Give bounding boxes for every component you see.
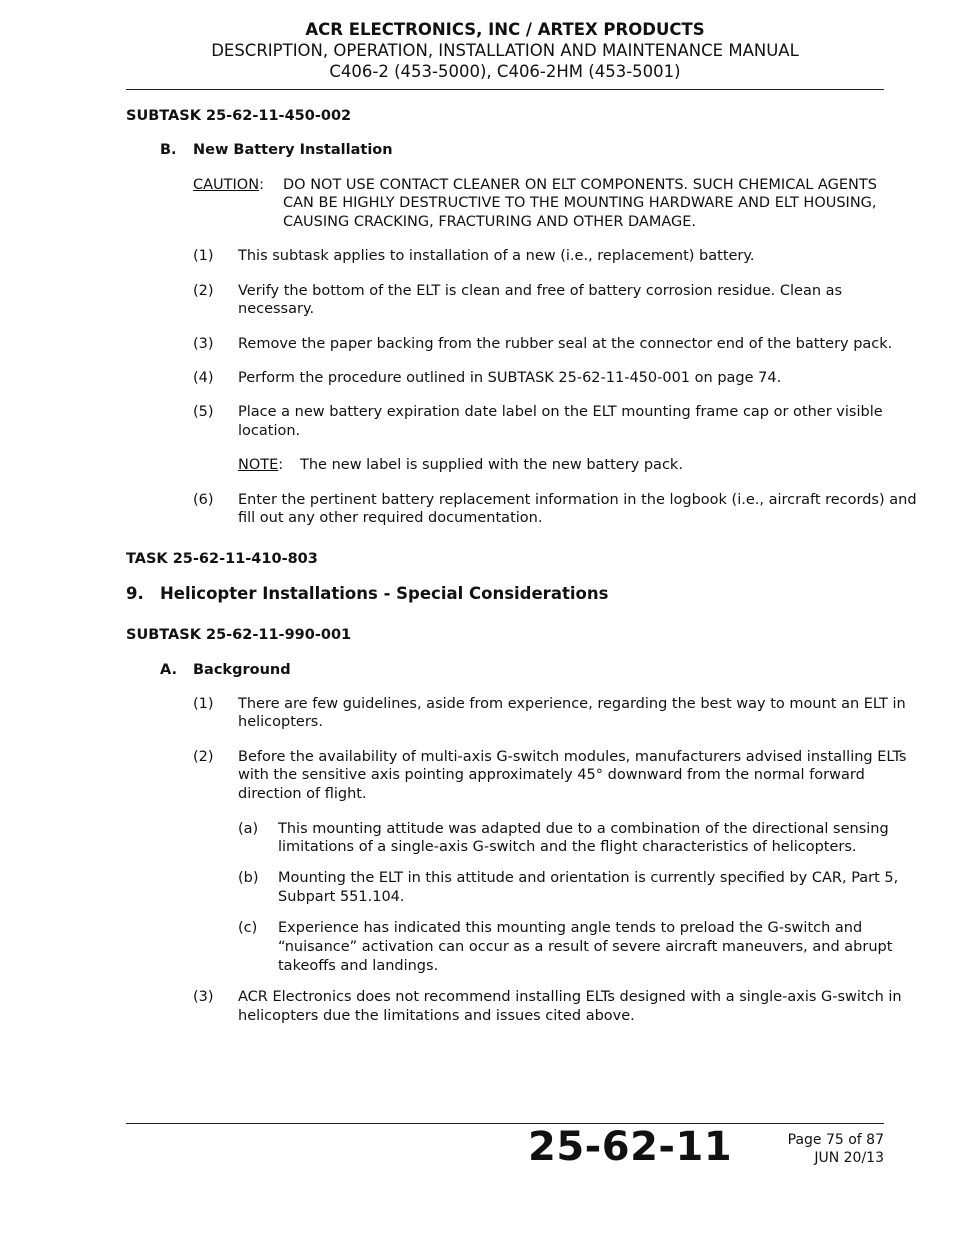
substep-text: This mounting attitude was adapted due to a combination of the directional sensing xyxy=(278,821,889,837)
note-colon: : xyxy=(278,457,284,473)
step-text: This subtask applies to installation of a new (i.e., replacement) battery. xyxy=(238,248,755,264)
step-text: fill out any other required documentation. xyxy=(238,510,543,526)
section-number: 9. xyxy=(126,584,144,603)
step-text: helicopters. xyxy=(238,714,323,730)
step-number: (4) xyxy=(193,370,214,386)
step-text: There are few guidelines, aside from experience, regarding the best way to mount an ELT in xyxy=(238,696,906,712)
substep-text: Mounting the ELT in this attitude and orientation is currently specified by CAR, Part 5, xyxy=(278,870,899,886)
step-number: (1) xyxy=(193,696,214,712)
step-text: ACR Electronics does not recommend installing ELTs designed with a single-axis G-switch in xyxy=(238,989,902,1005)
subtask-heading: SUBTASK 25-62-11-450-002 xyxy=(126,108,352,124)
step-number: (3) xyxy=(193,989,214,1005)
caution-label: CAUTION xyxy=(193,177,260,193)
substep-letter: (a) xyxy=(238,821,259,837)
step-number: (6) xyxy=(193,492,214,508)
footer-divider xyxy=(126,1123,884,1124)
step-number: (1) xyxy=(193,248,214,264)
substep-text: Experience has indicated this mounting angle tends to preload the G-switch and xyxy=(278,920,863,936)
section-heading: Helicopter Installations - Special Considerations xyxy=(160,584,609,603)
substep-text: “nuisance” activation can occur as a result of severe aircraft maneuvers, and abrupt xyxy=(278,939,893,955)
step-text: Enter the pertinent battery replacement information in the logbook (i.e., aircraft records) and xyxy=(238,492,917,508)
step-text: necessary. xyxy=(238,301,315,317)
step-number: (5) xyxy=(193,404,214,420)
caution-label-wrap xyxy=(193,176,264,195)
chapter-number: 25-62-11 xyxy=(528,1124,733,1170)
step-number: (2) xyxy=(193,283,214,299)
caution-colon: : xyxy=(259,177,264,193)
step-text: with the sensitive axis pointing approximately 45° downward from the normal forward xyxy=(238,767,865,783)
step-text: location. xyxy=(238,423,301,439)
note-label: NOTE xyxy=(238,457,279,473)
subtask-heading: SUBTASK 25-62-11-990-001 xyxy=(126,627,352,643)
caution-line: CAN BE HIGHLY DESTRUCTIVE TO THE MOUNTING HARDWARE AND ELT HOUSING, xyxy=(283,195,877,211)
manual-models: C406-2 (453-5000), C406-2HM (453-5001) xyxy=(329,62,681,81)
step-number: (3) xyxy=(193,336,214,352)
manual-title: DESCRIPTION, OPERATION, INSTALLATION AND MAINTENANCE MANUAL xyxy=(211,41,799,60)
note-label-wrap xyxy=(238,456,283,475)
step-text: Before the availability of multi-axis G-switch modules, manufacturers advised installing ELTs xyxy=(238,749,907,765)
note-text: The new label is supplied with the new battery pack. xyxy=(300,457,683,473)
manual-company-title: ACR ELECTRONICS, INC / ARTEX PRODUCTS xyxy=(305,20,705,39)
section-title: Background xyxy=(193,662,291,678)
substep-text: limitations of a single-axis G-switch and the flight characteristics of helicopters. xyxy=(278,839,857,855)
substep-letter: (b) xyxy=(238,870,259,886)
task-heading: TASK 25-62-11-410-803 xyxy=(126,551,318,567)
step-text: direction of flight. xyxy=(238,786,367,802)
revision-date: JUN 20/13 xyxy=(814,1150,884,1166)
header-divider xyxy=(126,89,884,90)
step-text: Verify the bottom of the ELT is clean and free of battery corrosion residue. Clean as xyxy=(238,283,843,299)
step-text: helicopters due the limitations and issues cited above. xyxy=(238,1008,635,1024)
substep-letter: (c) xyxy=(238,920,258,936)
caution-line: DO NOT USE CONTACT CLEANER ON ELT COMPONENTS. SUCH CHEMICAL AGENTS xyxy=(283,177,877,193)
substep-text: takeoffs and landings. xyxy=(278,958,439,974)
section-title: New Battery Installation xyxy=(193,142,393,158)
step-text: Perform the procedure outlined in SUBTASK 25-62-11-450-001 on page 74. xyxy=(238,370,782,386)
step-text: Remove the paper backing from the rubber seal at the connector end of the battery pack. xyxy=(238,336,893,352)
step-text: Place a new battery expiration date label on the ELT mounting frame cap or other visible xyxy=(238,404,883,420)
caution-line: CAUSING CRACKING, FRACTURING AND OTHER DAMAGE. xyxy=(283,214,697,230)
substep-text: Subpart 551.104. xyxy=(278,889,405,905)
section-letter: A. xyxy=(160,662,177,678)
section-letter: B. xyxy=(160,142,177,158)
page-number: Page 75 of 87 xyxy=(787,1132,884,1148)
step-number: (2) xyxy=(193,749,214,765)
